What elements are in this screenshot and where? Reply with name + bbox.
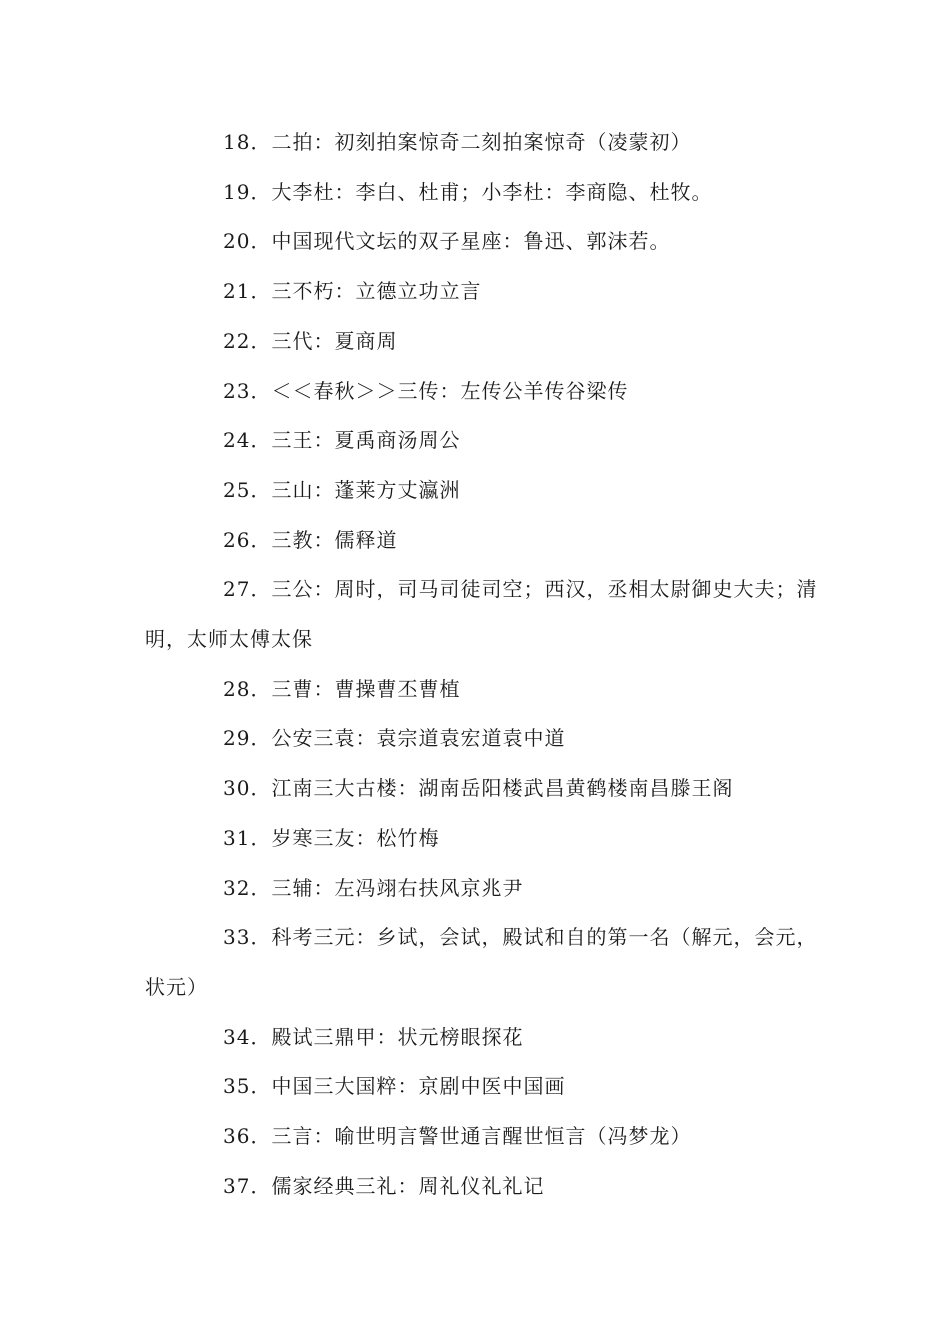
- list-item: 19．大李杜：李白、杜甫；小李杜：李商隐、杜牧。: [223, 179, 713, 204]
- document-body: [145, 118, 825, 1211]
- list-item: 27．三公：周时，司马司徒司空；西汉，丞相太尉御史大夫；清明，太师太傅太保: [145, 577, 818, 652]
- list-item: 32．三辅：左冯翊右扶风京兆尹: [223, 875, 524, 900]
- list-item: 33．科考三元：乡试，会试，殿试和自的第一名（解元，会元，状元）: [145, 925, 818, 999]
- list-item: 23．＜＜春秋＞＞三传：左传公羊传谷梁传: [223, 378, 629, 403]
- list-item: 31．岁寒三友：松竹梅: [223, 825, 440, 850]
- list-item: 34．殿试三鼎甲：状元榜眼探花: [223, 1024, 524, 1049]
- list-item: 35．中国三大国粹：京剧中医中国画: [223, 1074, 566, 1099]
- list-item: 36．三言：喻世明言警世通言醒世恒言（冯梦龙）: [223, 1124, 692, 1149]
- list-item: 37．儒家经典三礼：周礼仪礼礼记: [223, 1173, 545, 1198]
- list-item: 28．三曹：曹操曹丕曹植: [223, 676, 461, 701]
- list-item: 21．三不朽：立德立功立言: [223, 279, 482, 304]
- list-item: 26．三教：儒释道: [223, 527, 398, 552]
- list-item: 20．中国现代文坛的双子星座：鲁迅、郭沫若。: [223, 229, 671, 254]
- list-item: 18．二拍：初刻拍案惊奇二刻拍案惊奇（凌蒙初）: [223, 130, 692, 154]
- list-item: 29．公安三袁：袁宗道袁宏道袁中道: [223, 726, 566, 751]
- list-item: 24．三王：夏禹商汤周公: [223, 428, 461, 453]
- list-item: 30．江南三大古楼：湖南岳阳楼武昌黄鹤楼南昌滕王阁: [223, 776, 734, 801]
- list-item: 22．三代：夏商周: [223, 328, 398, 353]
- list-item: 25．三山：蓬莱方丈瀛洲: [223, 477, 461, 502]
